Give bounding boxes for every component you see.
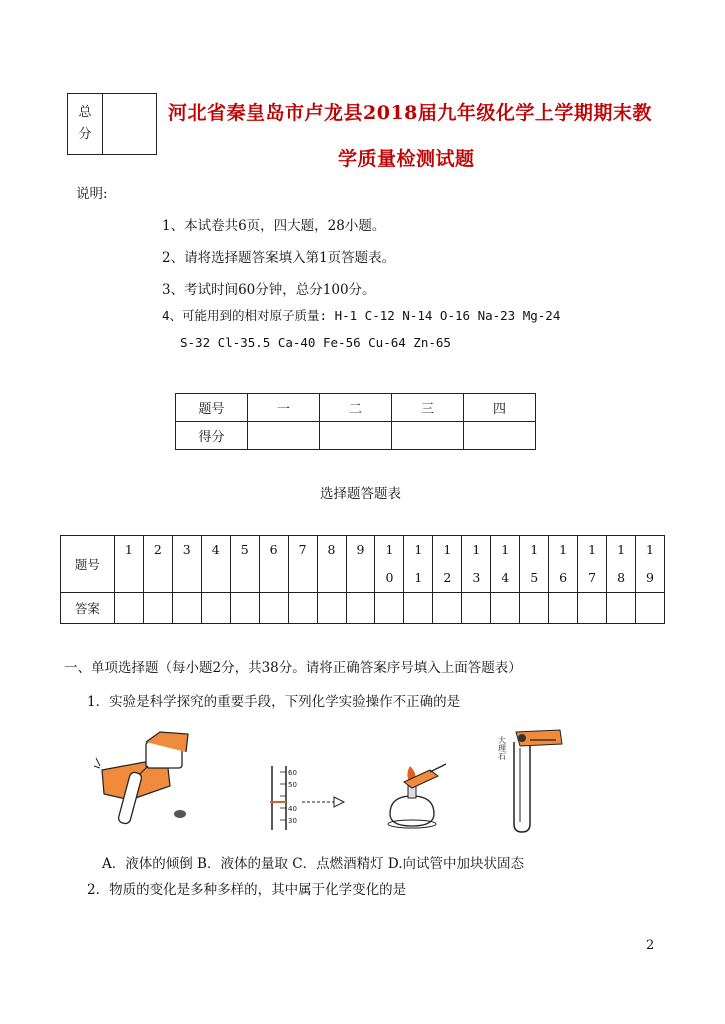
answer-table-caption: 选择题答题表 — [320, 486, 401, 502]
answer-number-top: 1 — [124, 542, 133, 557]
marble-label: 大理石 — [497, 736, 507, 760]
answer-number-bottom: 0 — [385, 570, 394, 585]
answer-number-top: 1 — [501, 542, 510, 557]
answer-number-top: 1 — [472, 542, 481, 557]
answer-number-2 — [143, 536, 172, 593]
answer-cell-17[interactable] — [578, 593, 607, 624]
answer-number-bottom: 8 — [617, 570, 626, 585]
score-table-col-1: 一 — [248, 394, 320, 422]
answer-number-12 — [433, 536, 462, 593]
instruction-item-1: 1、本试卷共6页，四大题，28小题。 — [162, 218, 386, 234]
score-table-col-3: 三 — [392, 394, 464, 422]
answer-number-bottom: 9 — [646, 570, 654, 585]
answer-cell-10[interactable] — [375, 593, 404, 624]
answer-number-9 — [346, 536, 375, 593]
answer-number-8 — [317, 536, 346, 593]
answer-number-15 — [520, 536, 549, 593]
answer-number-18 — [607, 536, 636, 593]
instruction-item-4: 4、可能用到的相对原子质量: H-1 C-12 N-14 O-16 Na-23 Mg-24 — [162, 308, 561, 323]
answer-number-11 — [404, 536, 433, 593]
answer-number-bottom: 2 — [443, 570, 452, 585]
answer-number-5 — [230, 536, 259, 593]
answer-cell-9[interactable] — [346, 593, 375, 624]
answer-number-3 — [172, 536, 201, 593]
answer-number-top: 4 — [211, 542, 220, 557]
cylinder-mark-50: 50 — [288, 781, 297, 789]
answer-cell-3[interactable] — [172, 593, 201, 624]
answer-cell-19[interactable] — [636, 593, 665, 624]
answer-number-top: 9 — [356, 542, 365, 557]
answer-number-bottom: 4 — [501, 570, 510, 585]
page-title-line1: 河北省秦皇岛市卢龙县2018届九年级化学上学期期末教 — [168, 102, 652, 124]
score-cell-2[interactable] — [320, 422, 392, 450]
answer-cell-11[interactable] — [404, 593, 433, 624]
answer-number-19 — [636, 536, 665, 593]
answer-number-7 — [288, 536, 317, 593]
answer-cell-8[interactable] — [317, 593, 346, 624]
answer-cell-4[interactable] — [201, 593, 230, 624]
answer-number-top: 2 — [153, 542, 162, 557]
answer-number-top: 1 — [443, 542, 452, 557]
answer-number-top: 1 — [385, 542, 394, 557]
total-score-box — [67, 93, 157, 155]
answer-number-bottom: 1 — [414, 570, 423, 585]
page-number: 2 — [646, 938, 655, 953]
cylinder-mark-30: 30 — [288, 817, 297, 825]
page-title-line2: 学质量检测试题 — [338, 148, 475, 170]
liquid-pouring-image — [94, 732, 188, 825]
instruction-item-3: 3、考试时间60分钟，总分100分。 — [162, 282, 376, 298]
question-1: 1．实验是科学探究的重要手段，下列化学实验操作不正确的是 — [87, 694, 461, 710]
answer-number-top: 1 — [559, 542, 568, 557]
answer-cell-18[interactable] — [607, 593, 636, 624]
answer-number-6 — [259, 536, 288, 593]
answer-table-header-label: 题号 — [61, 536, 115, 593]
answer-number-top: 1 — [617, 542, 626, 557]
question-2: 2．物质的变化是多种多样的，其中属于化学变化的是 — [87, 882, 407, 898]
test-tube-marble-image — [498, 730, 563, 832]
answer-number-bottom: 7 — [588, 570, 597, 585]
answer-number-top: 1 — [588, 542, 597, 557]
total-score-value[interactable] — [103, 94, 157, 155]
score-table-header-label: 题号 — [176, 394, 248, 422]
answer-number-top: 6 — [269, 542, 278, 557]
answer-number-16 — [549, 536, 578, 593]
section-1-heading: 一、单项选择题（每小题2分，共38分。请将正确答案序号填入上面答题表） — [64, 660, 522, 676]
answer-number-top: 7 — [298, 542, 307, 557]
answer-cell-12[interactable] — [433, 593, 462, 624]
total-score-label: 总 分 — [68, 94, 103, 155]
answer-number-bottom: 3 — [472, 570, 481, 585]
answer-number-4 — [201, 536, 230, 593]
graduated-cylinder-image — [270, 766, 344, 830]
score-cell-1[interactable] — [248, 422, 320, 450]
answer-cell-5[interactable] — [230, 593, 259, 624]
answer-number-1 — [114, 536, 143, 593]
instructions-heading: 说明: — [76, 186, 108, 202]
answer-number-top: 3 — [182, 542, 191, 557]
answer-cell-6[interactable] — [259, 593, 288, 624]
alcohol-lamp-image — [388, 764, 446, 828]
answer-cell-7[interactable] — [288, 593, 317, 624]
answer-number-top: 1 — [646, 542, 654, 557]
answer-number-13 — [462, 536, 491, 593]
answer-cell-1[interactable] — [114, 593, 143, 624]
answer-cell-15[interactable] — [520, 593, 549, 624]
answer-number-top: 1 — [414, 542, 423, 557]
question-1-options: A．液体的倾倒 B．液体的量取 C．点燃酒精灯 D.向试管中加块状固态 — [102, 856, 525, 872]
instruction-item-4-cont: S-32 Cl-35.5 Ca-40 Fe-56 Cu-64 Zn-65 — [180, 335, 451, 350]
answer-cell-13[interactable] — [462, 593, 491, 624]
answer-number-14 — [491, 536, 520, 593]
answer-number-top: 1 — [530, 542, 539, 557]
section-score-table — [175, 393, 536, 450]
score-cell-3[interactable] — [392, 422, 464, 450]
answer-number-17 — [578, 536, 607, 593]
instruction-item-2: 2、请将选择题答案填入第1页答题表。 — [162, 250, 396, 266]
answer-cell-2[interactable] — [143, 593, 172, 624]
score-table-col-2: 二 — [320, 394, 392, 422]
q1-illustrations — [90, 722, 580, 842]
answer-number-bottom: 5 — [530, 570, 539, 585]
answer-cell-14[interactable] — [491, 593, 520, 624]
cylinder-mark-40: 40 — [288, 805, 297, 813]
cylinder-mark-60: 60 — [288, 769, 297, 777]
answer-number-10 — [375, 536, 404, 593]
score-cell-4[interactable] — [464, 422, 536, 450]
answer-cell-16[interactable] — [549, 593, 578, 624]
answer-table — [60, 535, 665, 624]
answer-table-answer-label: 答案 — [61, 593, 115, 624]
answer-number-top: 8 — [327, 542, 336, 557]
score-table-col-4: 四 — [464, 394, 536, 422]
score-table-row-label: 得分 — [176, 422, 248, 450]
answer-number-bottom: 6 — [559, 570, 568, 585]
answer-number-top: 5 — [240, 542, 249, 557]
